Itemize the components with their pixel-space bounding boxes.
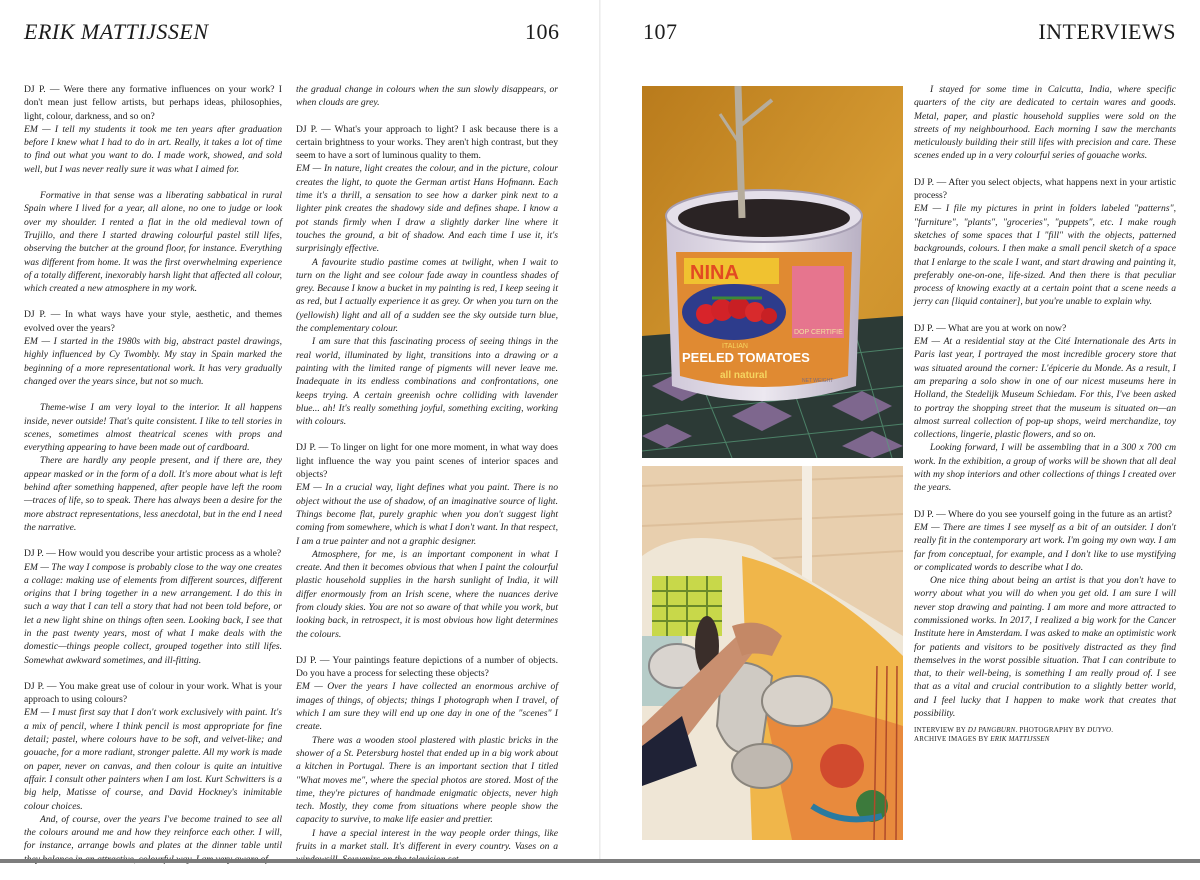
can-label-natural: all natural [720, 370, 768, 381]
artist-name-header: ERIK MATTIJSSEN [24, 19, 209, 44]
page-number-left: 106 [525, 19, 560, 44]
paragraph: One nice thing about being an artist is that you don't have to worry about what you will do when you get old. I am sure I will never stop drawing and painting. I am more and more attracted to commissioned works. In 2017, I realized a big work for the Cancer Institute here in Amsterdam. I was asked to make an optimistic work for patients and visitors to be positively distracted as they find themselves in the worst possible situation. That I can contribute to that, to their well-being, is something I am really proud of. I see that as a vital and crucial contribution to a slightly better world, and I feel lucky that I happen to make work that creates that possibility. [914, 575, 1176, 720]
text-column-1 [24, 83, 282, 879]
answer: EM — I file my pictures in print in folders labeled "patterns", "furniture", "plants", "groceries", "puppets", etc. I make rough sketches of some spaces that I "fill" with the objects, patterned backgrounds, colours. I then make a small pencil sketch of a space that I enlarge to the scale I want, and start drawing and painting it, preferably one-on-one, life-sized. And then there is that peculiar process of knowing exactly at a certain point that a scene needs a jerry can [liquid container], but you're unable to explain why. [914, 203, 1176, 308]
paragraph: A favourite studio pastime comes at twilight, when I wait to turn on the light and see colour fade away in countless shades of grey. Because I know a bucket in my painting is red, I keep seeing it as red, but I actually experience it as grey. Or when you turn on the (yellowish) light and all of a sudden see the sky outside turn blue, the complementary colour. [296, 256, 558, 335]
answer: EM — There are times I see myself as a bit of an outsider. I don't really fit in the contemporary art work. I'm going my own way. I am far from conceptual, for example, and I don't like to use mystifying or complicated words to describe what I do. [914, 521, 1176, 573]
paragraph: Theme-wise I am very loyal to the interior. It all happens inside, never outside! That's quite consistent. I like to tell stories in scenes, sometimes almost theatrical scenes with props and everything appearing to have been made out of cardboard. [24, 402, 282, 454]
qa-block [24, 680, 282, 813]
credits [914, 726, 1176, 744]
question: DJ P. — To linger on light for one more moment, in what way does light influence the way you paint scenes of interior spaces and objects? [296, 442, 558, 481]
paragraph: I stayed for some time in Calcutta, India, where specific quarters of the city are dedicated to certain wares and goods. Metal, paper, and plastic household supplies were sold on the streets of my neighbourhood. Each morning I saw the merchants meticulously building their still lifes with precision and care. These scenes ended up in a very colourful series of gouache works. [914, 84, 1176, 162]
answer: EM — In nature, light creates the colour, and in the picture, colour creates the light, to quote the German artist Hans Hofmann. Each time it's a thrill, a sensation to see how a darker pink next to a lighter pink creates the shadowy side and defines shape. I know a pot stands firmly when I draw a slightly darker line where it touches the ground, a bit of shadow. And each time I use it, it's surprisingly effective. [296, 163, 558, 255]
answer: EM — I started in the 1980s with big, abstract pastel drawings, highly influenced by Cy Twombly. My stay in Spain marked the beginning of a more representational work. It has very gradually changed over the years since, but not so much. [24, 336, 282, 387]
photo-artist-at-work [642, 466, 903, 840]
text-column-3 [914, 83, 1176, 757]
paragraph: Atmosphere, for me, is an important component in what I create. And then it becomes obvious that when I paint the colourful plastic household supplies in the harsh sunlight of India, it will differ enormously from an Irish scene, where the nuances derive from cloudy skies. You are not so aware of that while you work, but looking back, in retrospect, it is most obvious how light determines the colours. [296, 548, 558, 640]
qa-block [296, 654, 558, 734]
studio-photo [642, 466, 903, 840]
bottom-edge [0, 859, 1200, 863]
question: DJ P. — You make great use of colour in your work. What is your approach to using colours? [24, 680, 282, 706]
can-label-brand: NINA [690, 262, 739, 284]
answer: EM — At a residential stay at the Cité Internationale des Arts in Paris last year, I portrayed the most incredible grocery store that was situated around the corner: L'épicerie du Monde. As a result, I am preparing a solo show in one of our nicest museums here in Holland, the Stedelijk Museum Schiedam. For this, I've been asked to portray the shopping street that the museum is situated on—an almost surreal collection of pop-up shops, weird merchandize, toy collections, lingerie, plastic flowers, and so on. [914, 336, 1176, 441]
tomato-can-painting [642, 86, 903, 458]
answer: EM — In a crucial way, light defines what you paint. There is no object without the use of shadow, of an imaginative source of light. Things become flat, purely graphic when you don't suggest light coming from somewhere, which is what I don't want. In that respect, I am a true painter and not a graphic designer. [296, 482, 558, 547]
question: DJ P. — In what ways have your style, aesthetic, and themes evolved over the years? [24, 309, 282, 334]
paragraph: And, of course, over the years I've become trained to see all the colours around me and how they reinforce each other. I will, for instance, arrange bowls and plates at the dinner table until [24, 813, 282, 852]
paragraph: I have a special interest in the way people order things, like fruits in a market stall. It's different in every country. Vases on a [296, 827, 558, 853]
paragraph: Formative in that sense was a liberating sabbatical in rural Spain where I lived for a year, all alone, no one to judge or look over my shoulder. I rented a flat in the old medieval town of Trujillo, and there I started drawing colourful pastel still lifes, observing the butcher at the ground floor, for instance. Everything was different from home. It was the first overwhelming experience of a totally different, inexorably harsh light that affected all colour, which created a new atmosphere in my work. [24, 190, 282, 295]
text-column-2 [296, 83, 558, 880]
credits-label: INTERVIEW BY [914, 726, 968, 735]
qa-block [296, 441, 558, 547]
qa-block [24, 83, 282, 176]
question: DJ P. — Where do you see yourself going in the future as an artist? [914, 508, 1172, 520]
qa-block [24, 308, 282, 388]
question: DJ P. — Your paintings feature depictions of a number of objects. Do you have a process for selecting these objects? [296, 654, 558, 680]
qa-block [296, 123, 558, 256]
artwork-tomato-can [642, 86, 903, 458]
question: DJ P. — What's your approach to light? I ask because there is a certain brightness to your works. They aren't high contrast, but they seem to have a sort of luminous quality to them. [296, 123, 558, 162]
qa-block [914, 322, 1176, 442]
paragraph: I am sure that this fascinating process of seeing things in the real world, illuminated by light, transitions into a drawing or a painting with the limited range of pigments will never leave me. Inadequate in its endless combinations and confrontations, one keeps trying. A certain greenish ochre colliding with lavender blue... ah! It's really something joyful, something exciting, working with colours. [296, 336, 558, 428]
paragraph: Looking forward, I will be assembling that in a 300 x 700 cm work. In the exhibition, a group of works will be shown that all deal with my shop interiors and other collections of things I created over the years. [914, 442, 1176, 494]
credits-artist: ERIK MATTIJSSEN [990, 735, 1050, 744]
qa-block [914, 508, 1176, 574]
credits-label: . PHOTOGRAPHY BY [1015, 726, 1088, 735]
answer: EM — I tell my students it took me ten years after graduation before I knew what I had to do in art. Really, it takes a lot of time to find out what you want to do. I made work, showed, and sold well, but I was never really sure it was what I aimed for. [24, 123, 282, 175]
qa-block [914, 176, 1176, 309]
paragraph-continued: the gradual change in colours when the sun slowly disappears, or when clouds are grey. [296, 84, 558, 109]
question: DJ P. — After you select objects, what happens next in your artistic process? [914, 176, 1176, 202]
can-label-product: PEELED TOMATOES [682, 350, 810, 365]
question: DJ P. — Were there any formative influences on your work? I don't mean just fellow artists, but perhaps ideas, philosophies, light, colour, darkness, and so on? [24, 84, 282, 122]
credits-interviewer: DJ PANGBURN [967, 726, 1016, 735]
credits-photographer: DUYVO [1087, 726, 1112, 735]
can-label-italian: ITALIAN [722, 343, 748, 350]
answer: EM — Over the years I have collected an enormous archive of images of things, of objects; things I photograph when I travel, of which I am sure they will end up one day in one of the "scenes" I create. [296, 681, 558, 733]
question: DJ P. — What are you at work on now? [914, 322, 1067, 334]
credits-label: . [1111, 726, 1114, 735]
section-title-header: INTERVIEWS [1038, 19, 1176, 44]
page-gutter [599, 0, 601, 863]
can-label-certified: DOP CERTIFIE [794, 329, 843, 336]
question: DJ P. — How would you describe your artistic process as a whole? [24, 548, 282, 560]
paragraph: There are hardly any people present, and if there are, they appear masked or in the form of a doll. It's more about what is left behind after something happened, after people have left the room—traces of life, so to speak. There has always been a desire for the more abstract representations, less anecdotal, but in the end I need the narrative. [24, 455, 282, 533]
page-number-right: 107 [643, 19, 678, 44]
can-label-net-weight: NET WEIGHT [802, 378, 834, 384]
credits-label: ARCHIVE IMAGES BY [914, 735, 991, 744]
paragraph: There was a wooden stool plastered with plastic bricks in the shower of a St. Petersburg hostel that ended up in a big work about a kitchen in Portugal. There is an important section that I titled "What moves me", where the special photos are stored. Most of the time, they're pictures of handmade enigmatic objects, never high tech. Mostly, they come from situations where people show the capacity to survive, to make life easier and prettier. [296, 734, 558, 826]
qa-block [24, 547, 282, 667]
answer: EM — The way I compose is probably close to the way one creates a collage: making use of elements from different sources, different origins that I bring together in a new arrangement. I do this in such a way that I can tell a story that had not been told before, or let a new light shine on things often seen. Looking back, I see that in the past twenty years, most of what I make deals with the domestic—things people collect, grouped together into still lifes. Somewhat awkward sometimes, and ill-fitting. [24, 561, 282, 666]
answer: EM — I must first say that I don't work exclusively with paint. It's a mix of pencil, where I think pencil is most appropriate for fine detail; pastel, where colours have to be soft, and velvet-like; and gouache, for a more radiant, stronger palette. All my work is made on paper, never on canvas, and then colour is quite an intuitive affair. I consult other painters when I am lost. Kurt Schwitters is a big help, Matisse of course, and David Hockney's inimitable colour choices. [24, 707, 282, 812]
